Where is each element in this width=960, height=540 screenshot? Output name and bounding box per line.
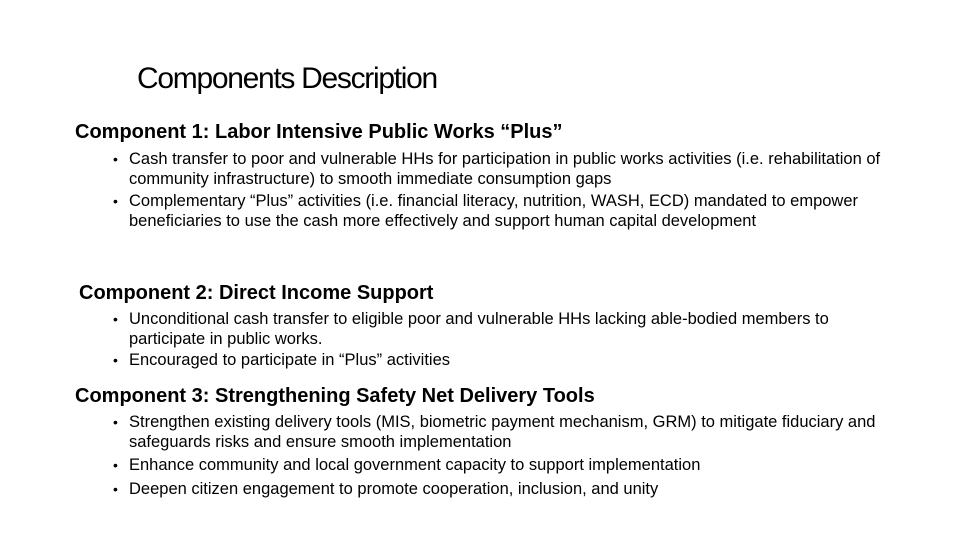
component-3-bullet-list <box>108 413 898 499</box>
bullet-text: Encouraged to participate in “Plus” activities <box>129 351 450 369</box>
bullet-icon: • <box>113 414 118 430</box>
component-3-heading: Component 3: Strengthening Safety Net Delivery Tools <box>75 385 595 407</box>
component-2-bullet-list <box>108 310 908 371</box>
bullet-icon: • <box>113 311 118 327</box>
list-item <box>108 480 898 500</box>
list-item <box>108 456 898 476</box>
bullet-text: Complementary “Plus” activities (i.e. financial literacy, nutrition, WASH, ECD) mandated to empower beneficiaries to use the cash more effectively and support human capital development <box>129 192 859 230</box>
bullet-icon: • <box>113 480 118 497</box>
list-item <box>108 310 908 349</box>
bullet-icon: • <box>113 457 118 473</box>
list-item <box>108 351 908 371</box>
list-item <box>108 150 898 189</box>
component-2-heading: Component 2: Direct Income Support <box>79 282 434 304</box>
bullet-icon: • <box>113 151 118 167</box>
component-1-bullet-list <box>108 150 898 231</box>
list-item <box>108 413 898 452</box>
bullet-text: Strengthen existing delivery tools (MIS, biometric payment mechanism, GRM) to mitigate fiduciary and safeguards risks and ensure smooth implementation <box>129 413 876 451</box>
list-item <box>108 192 898 231</box>
component-1-heading: Component 1: Labor Intensive Public Works “Plus” <box>75 121 563 143</box>
bullet-icon: • <box>113 352 118 368</box>
bullet-icon: • <box>113 193 118 209</box>
bullet-text: Cash transfer to poor and vulnerable HHs for participation in public works activities (i.e. rehabilitation of community infrastructure) to smooth immediate consumption gaps <box>129 150 881 188</box>
bullet-text: Enhance community and local government capacity to support implementation <box>129 456 701 474</box>
bullet-text: Unconditional cash transfer to eligible poor and vulnerable HHs lacking able-bodied members to participate in public works. <box>129 310 829 348</box>
bullet-text: Deepen citizen engagement to promote cooperation, inclusion, and unity <box>129 479 659 498</box>
page-title: Components Description <box>137 62 437 95</box>
